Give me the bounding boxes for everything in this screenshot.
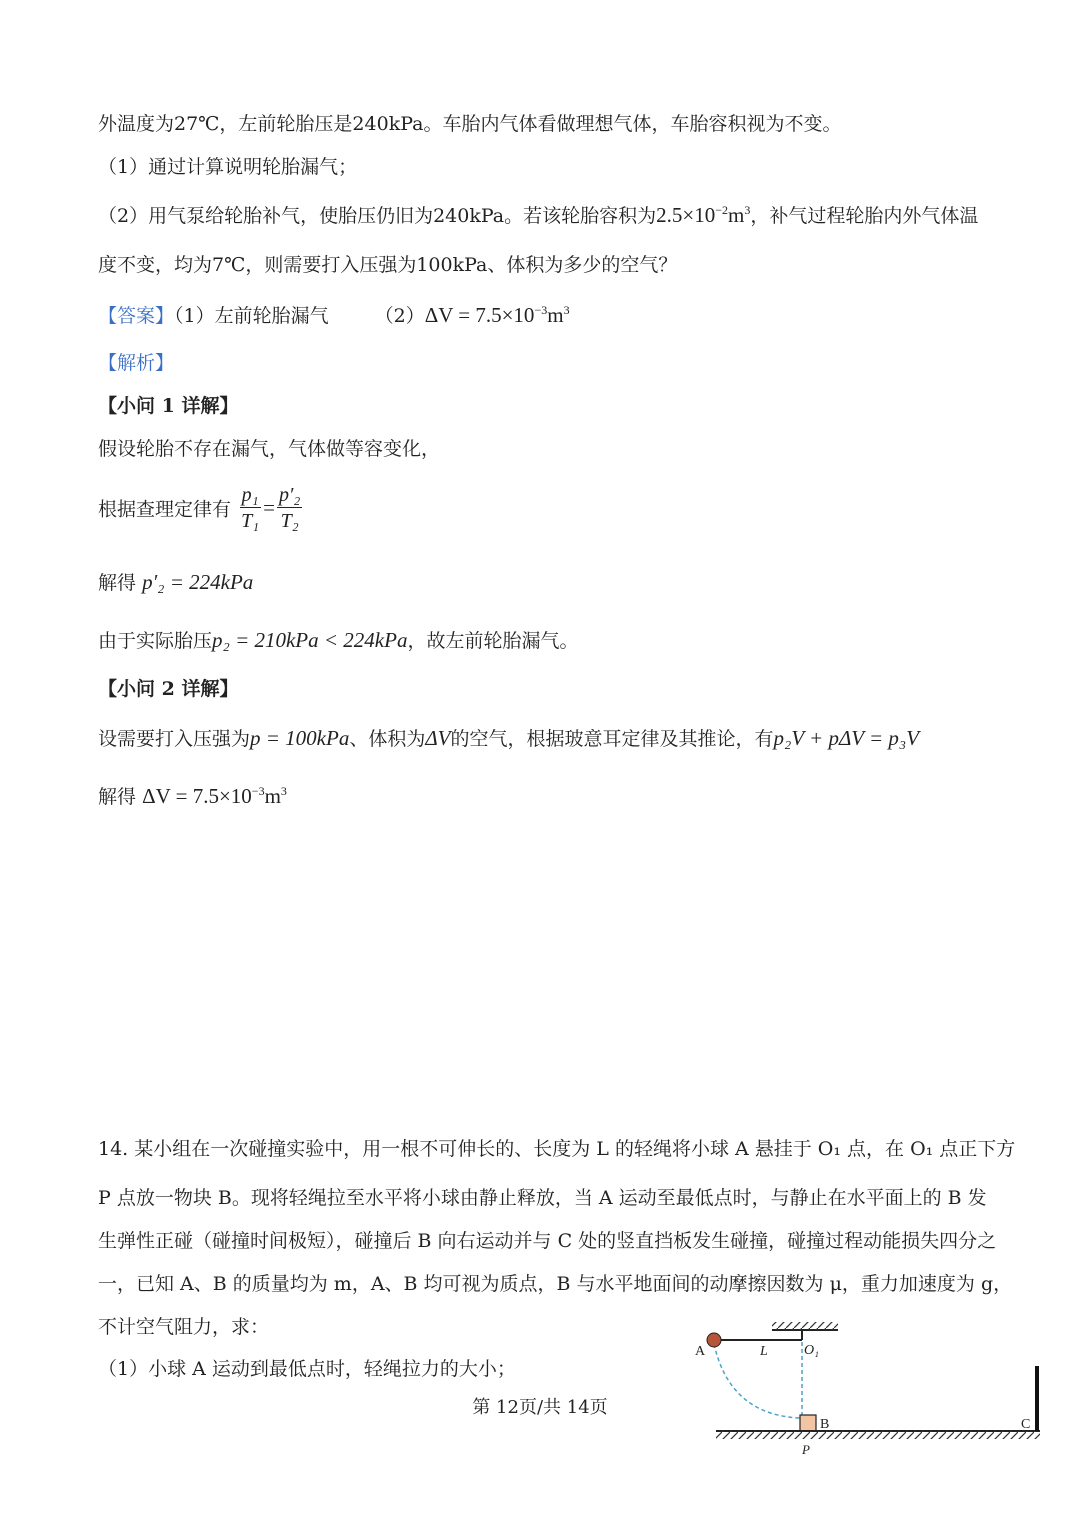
s1-line1: 假设轮胎不存在漏气，气体做等容变化， [98, 438, 441, 460]
fraction-p1-T1: $\frac{\text{p₁}}{\text{T₁}}$ [241, 484, 260, 532]
label-L: L [760, 1344, 768, 1359]
equals-sign: = [263, 495, 275, 520]
s2-line2: 解得 $\Delta V = 7.5\times 10^{-3}m^3$ [98, 784, 287, 808]
volume-value: $2.5\times 10^{-2}m^3$ [656, 203, 751, 227]
block-B [800, 1415, 816, 1431]
q14-line3: 生弹性正碰（碰撞时间极短），碰撞后 B 向右运动并与 C 处的竖直挡板发生碰撞，碰撞过程动能损失四分之 [98, 1230, 997, 1252]
q13-continuation: 外温度为27℃，左前轮胎压是240kPa。车胎内气体看做理想气体，车胎容积视为不变。 [98, 113, 842, 135]
ball-A [707, 1333, 721, 1347]
answer-part1: （1）左前轮胎漏气 [174, 305, 329, 327]
q13-sub2-line1 [98, 205, 978, 226]
page-footer: 第 12页/共 14页 [472, 1397, 608, 1418]
sub1-title: 【小问 1 详解】 [98, 395, 239, 417]
s1-line2 [98, 485, 304, 531]
label-C: C [1021, 1417, 1031, 1432]
q13-sub2-text: （2）用气泵给轮胎补气，使胎压仍旧为240kPa。若该轮胎容积为 [98, 205, 657, 227]
sub2-title: 【小问 2 详解】 [98, 678, 239, 700]
label-B: B [820, 1417, 830, 1432]
s1-line3: 解得 p′₂ = 224kPa [98, 570, 254, 594]
answer-part2-label: （2） [374, 305, 425, 327]
q13-sub2-text-end: ，补气过程轮胎内外气体温 [750, 205, 979, 227]
analysis-tag: 【解析】 [98, 352, 175, 374]
s1-result-math: p′₂ = 224kPa [142, 570, 254, 594]
answer-line [98, 305, 570, 326]
q14-line5: 不计空气阻力，求： [98, 1316, 270, 1338]
s2-line1: 设需要打入压强为p = 100kPa、体积为ΔV的空气，根据玻意耳定律及其推论，有p₂V + pΔV = p₃V [98, 726, 920, 750]
ceiling-hatch [772, 1322, 838, 1330]
label-A: A [695, 1344, 706, 1359]
q14-sub1: （1）小球 A 运动到最低点时，轻绳拉力的大小； [98, 1358, 516, 1380]
s2-result-math: $\Delta V = 7.5\times 10^{-3}m^3$ [142, 784, 287, 808]
s2-pressure-math: p = 100kPa [250, 726, 350, 750]
label-O1: O₁ [804, 1343, 819, 1358]
q13-sub1: （1）通过计算说明轮胎漏气； [98, 156, 358, 178]
ground-hatch [716, 1431, 1040, 1439]
s2-boyle-math: p₂V + pΔV = p₃V [773, 726, 920, 750]
swing-arc [714, 1344, 800, 1418]
answer-tag: 【答案】 [98, 305, 175, 327]
answer-math: $\Delta V = 7.5\times 10^{-3}m^3$ [424, 303, 570, 327]
q14-line2: P 点放一物块 B。现将轻绳拉至水平将小球由静止释放，当 A 运动至最低点时，与静止在水平面上的 B 发 [98, 1187, 987, 1209]
q14-line4: 一，已知 A、B 的质量均为 m，A、B 均可视为质点，B 与水平地面间的动摩擦因数为 μ，重力加速度为 g， [98, 1273, 1013, 1295]
q13-sub2-line2: 度不变，均为7℃，则需要打入压强为100kPa、体积为多少的空气？ [98, 254, 678, 276]
fraction-p2-T2: $\frac{\text{p′₂}}{\text{T₂}}$ [278, 484, 301, 532]
s1-compare-math: p₂ = 210kPa < 224kPa [212, 628, 408, 652]
s2-deltaV-math: ΔV [425, 726, 451, 750]
q14-line1: 14. 某小组在一次碰撞实验中，用一根不可伸长的、长度为 L 的轻绳将小球 A 悬挂于 O₁ 点，在 O₁ 点正下方 [98, 1138, 1016, 1160]
s1-line4: 由于实际胎压p₂ = 210kPa < 224kPa，故左前轮胎漏气。 [98, 628, 579, 652]
collision-diagram [690, 1320, 1050, 1460]
label-P: P [802, 1442, 810, 1457]
s1-line2-text: 根据查理定律有 [98, 498, 232, 521]
